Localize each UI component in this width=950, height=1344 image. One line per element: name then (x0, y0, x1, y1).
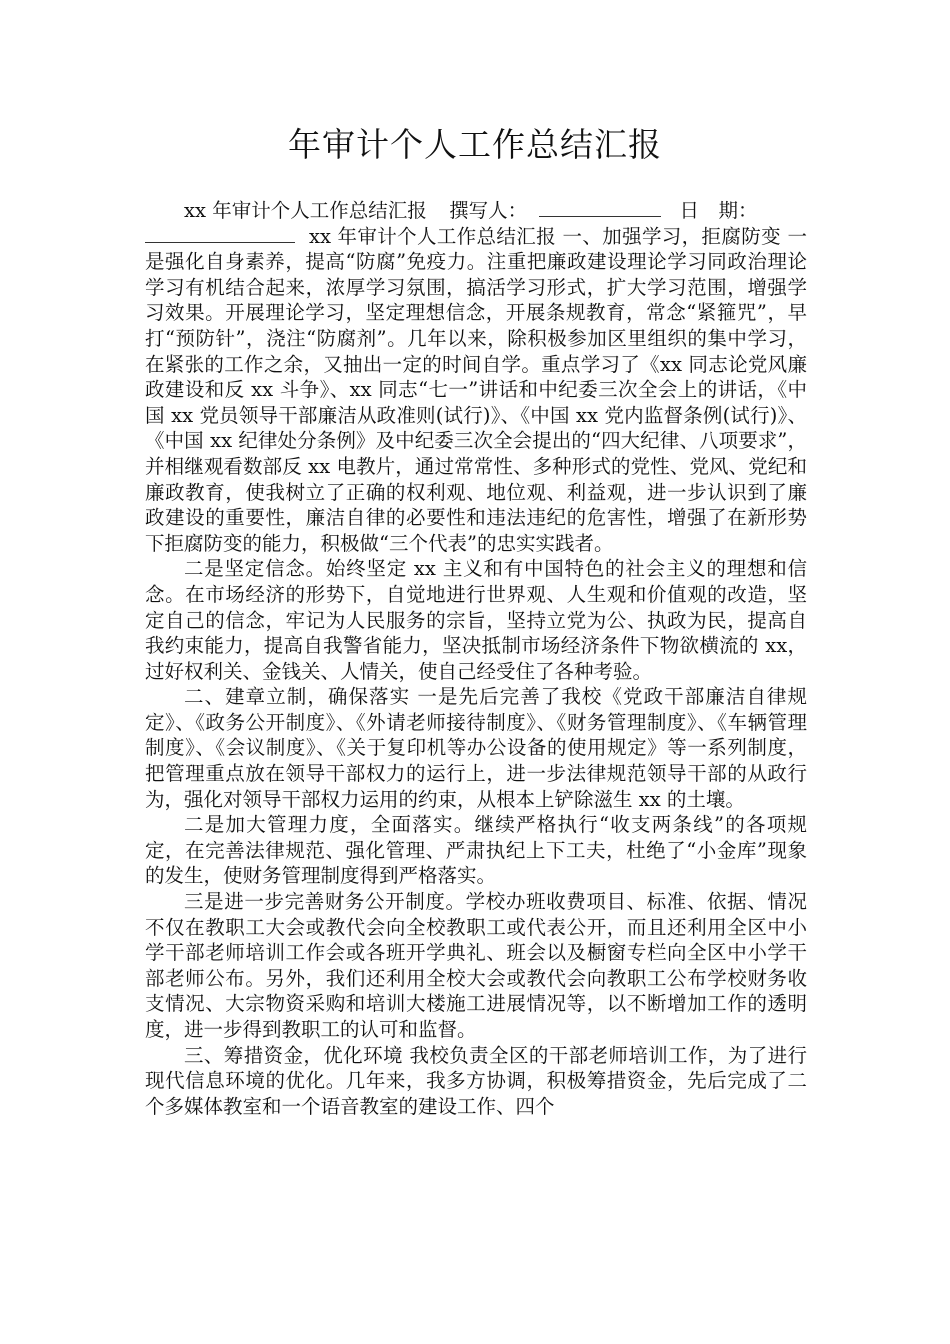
paragraph-3: 二是加大管理力度，全面落实。继续严格执行“收支两条线”的各项规定，在完善法律规范、强化管理、严肃执纪上下工夫，杜绝了“小金库”现象的发生，使财务管理制度得到严格落实。 (145, 813, 807, 888)
author-blank (539, 198, 661, 217)
header-paragraph (145, 198, 807, 224)
date-blank (145, 224, 295, 243)
date-label: 日 期： (679, 199, 758, 222)
author-label: 撰写人： (449, 199, 528, 222)
paragraph-4: 三是进一步完善财务公开制度。学校办班收费项目、标准、依据、情况不仅在教职工大会或教代会向全校教职工或代表公开，而且还利用全区中小学干部老师培训工作会或各班开学典礼、班会以及橱窗专栏向全区中小学干部老师公布。另外，我们还利用全校大会或教代会向教职工公布学校财务收支情况、大宗物资采购和培训大楼施工进展情况等，以不断增加工作的透明度，进一步得到教职工的认可和监督。 (145, 890, 807, 1041)
intro-paragraph (145, 224, 807, 557)
intro-text: xx 年审计个人工作总结汇报 一、加强学习，拒腐防变 一是强化自身素养，提高“防腐”免疫力。注重把廉政建设理论学习同政治理论学习有机结合起来，浓厚学习氛围，搞活学习形式，扩大学习范围，增强学习效果。开展理论学习，坚定理想信念，开展条规教育，常念“紧箍咒”，早打“预防针”，浇注“防腐剂”。几年以来，除积极参加区里组织的集中学习，在紧张的工作之余，又抽出一定的时间自学。重点学习了《xx 同志论党风廉政建设和反 xx 斗争》、xx 同志“七一”讲话和中纪委三次全会上的讲话，《中国 xx 党员领导干部廉洁从政准则(试行)》、《中国 xx 党内监督条例(试行)》、《中国 xx 纪律处分条例》及中纪委三次全会提出的“四大纪律、八项要求”，并相继观看数部反 xx 电教片，通过常常性、多种形式的党性、党风、党纪和廉政教育，使我树立了正确的权利观、地位观、利益观，进一步认识到了廉政建设的重要性，廉洁自律的必要性和违法违纪的危害性，增强了在新形势下拒腐防变的能力，积极做“三个代表”的忠实实践者。 (145, 224, 807, 555)
paragraph-5: 三、筹措资金，优化环境 我校负责全区的干部老师培训工作，为了进行现代信息环境的优化。几年来，我多方协调，积极筹措资金，先后完成了二个多媒体教室和一个语音教室的建设工作、四个 (145, 1043, 807, 1118)
document-title: 年审计个人工作总结汇报 (288, 125, 662, 164)
paragraph-1: 二是坚定信念。始终坚定 xx 主义和有中国特色的社会主义的理想和信念。在市场经济的形势下，自觉地进行世界观、人生观和价值观的改造，坚定自己的信念，牢记为人民服务的宗旨，坚持立党为公、执政为民，提高自我约束能力，提高自我警省能力，坚决抵制市场经济条件下物欲横流的 xx，过好权利关、金钱关、人情关，使自己经受住了各种考验。 (145, 557, 807, 683)
header-intro: xx 年审计个人工作总结汇报 (184, 199, 427, 222)
paragraph-2: 二、建章立制，确保落实 一是先后完善了我校《党政干部廉洁自律规定》、《政务公开制度》、《外请老师接待制度》、《财务管理制度》、《车辆管理制度》、《会议制度》、《关于复印机等办公设备的使用规定》等一系列制度，把管理重点放在领导干部权力的运行上，进一步法律规范领导干部的从政行为，强化对领导干部权力运用的约束，从根本上铲除滋生 xx 的土壤。 (145, 685, 807, 811)
document-body (145, 198, 807, 1119)
